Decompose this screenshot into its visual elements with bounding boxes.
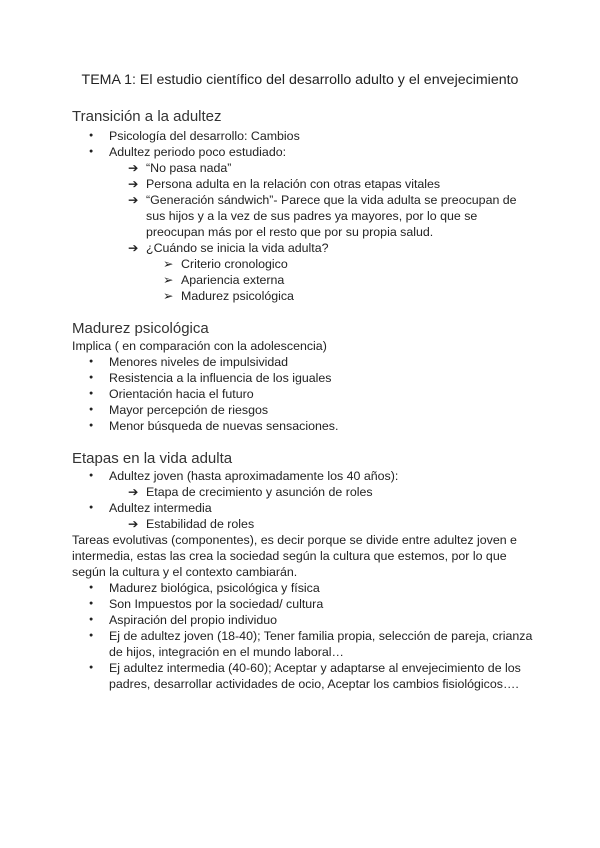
sub-sub-list-item-text: Criterio cronologico [181,257,288,271]
list-item-text: Adultez intermedia [109,501,212,515]
sub-list-item-text: Estabilidad de roles [146,517,255,531]
triangle-bullet-icon: ➢ [163,257,174,271]
list-item-text: Ej de adultez joven (18-40); Tener familia propia, selección de pareja, crianza [109,629,533,643]
list-item-continuation: de hijos, integración en el mundo laboral… [109,645,344,659]
triangle-bullet-icon: ➢ [163,273,174,287]
sub-list-item-text: Persona adulta en la relación con otras etapas vitales [146,177,441,191]
list-item-text: Orientación hacia el futuro [109,387,254,401]
list-item-text: Menores niveles de impulsividad [109,355,289,369]
heading-madurez: Madurez psicológica [72,320,209,337]
sub-list-item-text: Etapa de crecimiento y asunción de roles [146,485,373,499]
paragraph-line: intermedia, estas las crea la sociedad según la cultura que estemos, por lo que [72,549,507,563]
section-intro: Implica ( en comparación con la adolescencia) [72,339,327,353]
arrow-icon: ➔ [128,177,139,191]
list-item-text: Son Impuestos por la sociedad/ cultura [109,597,324,611]
heading-etapas: Etapas en la vida adulta [72,450,233,467]
sub-list-item-continuation: sus hijos y a la vez de sus padres ya mayores, por lo que se [146,209,478,223]
paragraph-line: según la cultura y el contexto cambiarán. [72,565,298,579]
list-item-text: Resistencia a la influencia de los iguales [109,371,332,385]
sub-sub-list-item-text: Madurez psicológica [181,289,294,303]
heading-transicion: Transición a la adultez [72,108,222,125]
list-item-text: Madurez biológica, psicológica y física [109,581,320,595]
arrow-icon: ➔ [128,193,139,207]
sub-list-item-text: “Generación sándwich”- Parece que la vida adulta se preocupan de [146,193,517,207]
list-item-text: Aspiración del propio individuo [109,613,278,627]
triangle-bullet-icon: ➢ [163,289,174,303]
arrow-icon: ➔ [128,517,139,531]
list-item-text: Psicología del desarrollo: Cambios [109,129,300,143]
page-title: TEMA 1: El estudio científico del desarrollo adulto y el envejecimiento [81,72,519,88]
list-item-continuation: padres, desarrollar actividades de ocio, Aceptar los cambios fisiológicos…. [109,677,519,691]
sub-sub-list-item-text: Apariencia externa [181,273,285,287]
sub-list-item-text: “No pasa nada” [146,161,232,175]
arrow-icon: ➔ [128,241,139,255]
list-item-text: Menor búsqueda de nuevas sensaciones. [109,419,339,433]
sub-list-item-text: ¿Cuándo se inicia la vida adulta? [146,241,329,255]
paragraph-line: Tareas evolutivas (componentes), es decir porque se divide entre adultez joven e [72,533,517,547]
arrow-icon: ➔ [128,485,139,499]
list-item-text: Mayor percepción de riesgos [109,403,269,417]
list-item-text: Ej adultez intermedia (40-60); Aceptar y adaptarse al envejecimiento de los [109,661,521,675]
list-item-text: Adultez periodo poco estudiado: [109,145,287,159]
sub-list-item-continuation: preocupan más por el resto que por su propia salud. [146,225,434,239]
list-item-text: Adultez joven (hasta aproximadamente los 40 años): [109,469,399,483]
arrow-icon: ➔ [128,161,139,175]
